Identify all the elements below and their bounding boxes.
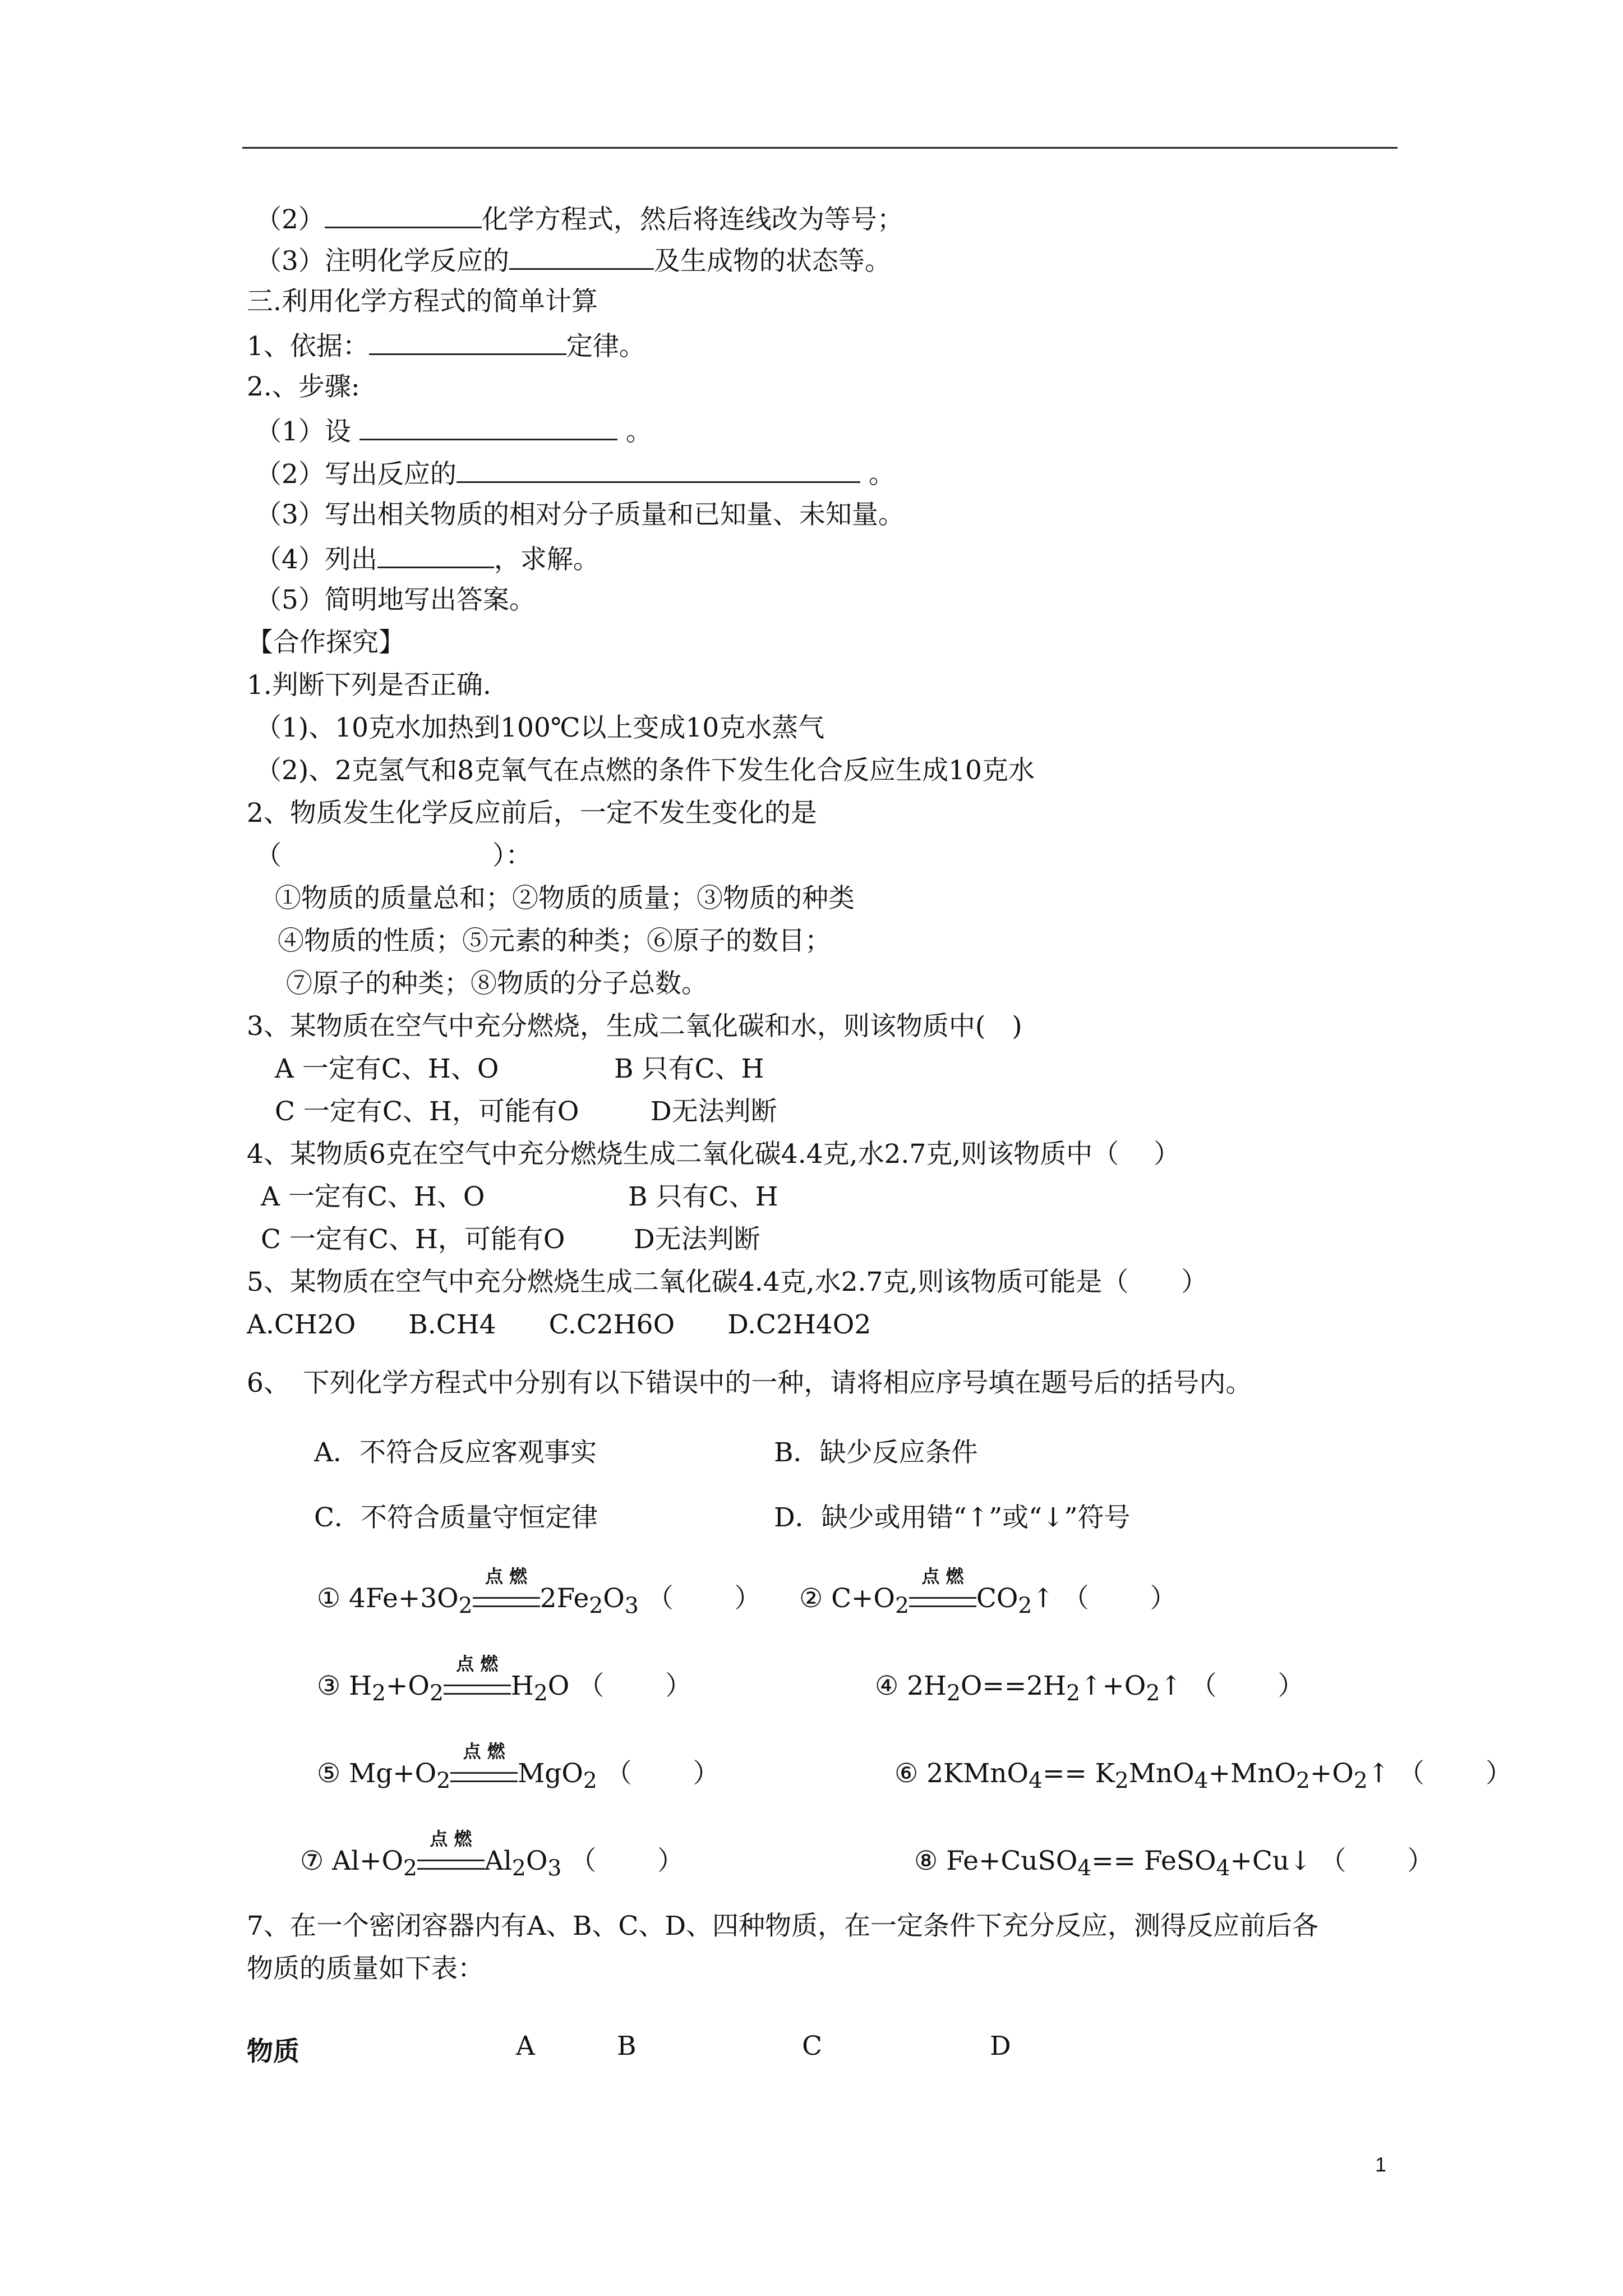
question-5: 5、某物质在空气中充分燃烧生成二氧化碳4.4克,水2.7克,则该物质可能是（ ） — [247, 1267, 1208, 1297]
question-4-option-b: B 只有C、H — [628, 1181, 778, 1212]
question-1-1: （1)、10克水加热到100℃以上变成10克水蒸气 — [255, 712, 825, 743]
condition-ignite: 点 燃 — [417, 1848, 485, 1870]
answer-paren[interactable]: （ ） — [570, 1846, 684, 1876]
error-option-b: B．缺少反应条件 — [774, 1437, 978, 1468]
fill-blank[interactable] — [509, 242, 654, 270]
question-3-option-b: B 只有C、H — [614, 1053, 764, 1084]
answer-paren[interactable]: （ ） — [1190, 1671, 1304, 1701]
line-step-3: （3）注明化学反应的 及生成物的状态等。 — [255, 242, 891, 278]
line-step-set: （1）设 。 — [255, 413, 652, 449]
question-1-2: （2)、2克氢气和8克氧气在点燃的条件下发生化合反应生成10克水 — [255, 755, 1035, 786]
question-6: 6、 下列化学方程式中分别有以下错误中的一种，请将相应序号填在题号后的括号内。 — [247, 1368, 1252, 1398]
line-step-solve: （4）列出 ，求解。 — [255, 541, 600, 577]
fill-blank[interactable] — [325, 201, 482, 228]
equation-6: ⑥ 2KMnO$_4$== $K_2MnO_4+MnO_2+O_2↑$ （ ） — [895, 1758, 1512, 1794]
question-4-option-c: C 一定有C、H，可能有O — [261, 1224, 565, 1255]
question-3-option-c: C 一定有C、H，可能有O — [275, 1096, 579, 1127]
line-step-2: （2） 化学方程式，然后将连线改为等号； — [255, 201, 903, 237]
answer-paren[interactable]: （ ） — [647, 1583, 761, 1614]
equation-7: ⑦ $Al+O_2$ 点 燃 $Al_2O_3$ （ ） — [300, 1828, 684, 1881]
table-header-a: A — [516, 2031, 535, 2062]
line-step-answer: （5）简明地写出答案。 — [255, 585, 536, 615]
equation-3: ③ $H_2+O_2$ 点 燃 $H_2O$ （ ） — [317, 1653, 692, 1706]
question-2-options-3: ⑦原子的种类；⑧物质的分子总数。 — [286, 968, 708, 999]
question-7-line-1: 7、在一个密闭容器内有A、B、C、D、四种物质，在一定条件下充分反应，测得反应前后各 — [247, 1911, 1319, 1941]
answer-paren[interactable]: （ ） — [578, 1671, 692, 1701]
table-header-label: 物质 — [247, 2036, 299, 2067]
fill-blank[interactable] — [377, 541, 494, 568]
question-7-line-2: 物质的质量如下表： — [247, 1953, 484, 1984]
condition-ignite: 点 燃 — [444, 1673, 511, 1695]
section-cooperate: 【合作探究】 — [247, 627, 405, 658]
equation-8: ⑧ Fe+CuSO$_4$== FeSO$_4$+Cu↓ （ ） — [914, 1846, 1434, 1881]
error-option-d: D．缺少或用错“↑”或“↓”符号 — [774, 1502, 1131, 1533]
question-3: 3、某物质在空气中充分燃烧，生成二氧化碳和水，则该物质中( ) — [247, 1011, 1022, 1042]
answer-paren[interactable]: （ ） — [1062, 1583, 1177, 1614]
top-rule — [242, 147, 1398, 149]
equation-2: ② $C+O_2$ 点 燃 $CO_2↑$ （ ） — [799, 1566, 1177, 1619]
condition-ignite: 点 燃 — [909, 1586, 976, 1607]
question-4-option-a: A 一定有C、H、O — [261, 1181, 485, 1212]
question-2-answer[interactable]: （ ）： — [255, 840, 532, 871]
answer-paren[interactable]: （ ） — [1398, 1758, 1512, 1789]
table-header-c: C — [802, 2031, 822, 2062]
question-4-option-d: D无法判断 — [634, 1224, 760, 1255]
question-3-option-a: A 一定有C、H、O — [275, 1053, 499, 1084]
fill-blank[interactable] — [457, 455, 860, 483]
condition-ignite: 点 燃 — [473, 1586, 540, 1607]
table-header-d: D — [990, 2031, 1011, 2062]
error-option-a: A．不符合反应客观事实 — [314, 1437, 597, 1468]
section-3-title: 三.利用化学方程式的简单计算 — [247, 286, 598, 317]
fill-blank[interactable] — [369, 328, 566, 355]
question-2-options-1: ①物质的质量总和；②物质的质量；③物质的种类 — [275, 883, 855, 914]
fill-blank[interactable] — [359, 413, 617, 440]
error-option-c: C．不符合质量守恒定律 — [314, 1502, 598, 1533]
question-5-options: A.CH2O B.CH4 C.C2H6O D.C2H4O2 — [247, 1309, 872, 1340]
page-number: 1 — [1375, 2153, 1387, 2176]
line-steps: 2.、步骤: — [247, 371, 360, 402]
question-1: 1.判断下列是否正确. — [247, 670, 491, 701]
answer-paren[interactable]: （ ） — [1320, 1846, 1434, 1876]
question-2-options-2: ④物质的性质；⑤元素的种类；⑥原子的数目； — [278, 926, 831, 956]
question-2: 2、物质发生化学反应前后，一定不发生变化的是 — [247, 798, 817, 829]
question-4: 4、某物质6克在空气中充分燃烧生成二氧化碳4.4克,水2.7克,则该物质中（ ） — [247, 1139, 1181, 1170]
line-step-mass: （3）写出相关物质的相对分子质量和已知量、未知量。 — [255, 499, 905, 530]
equation-1: ① $4Fe+3O_2$ 点 燃 $2Fe_2O_3$ （ ） — [317, 1566, 761, 1619]
question-3-option-d: D无法判断 — [651, 1096, 777, 1127]
answer-paren[interactable]: （ ） — [605, 1758, 720, 1789]
line-step-write: （2）写出反应的 。 — [255, 455, 895, 491]
equation-5: ⑤ $Mg+O_2$ 点 燃 MgO$_2$ （ ） — [317, 1741, 720, 1794]
condition-ignite: 点 燃 — [450, 1761, 518, 1782]
equation-4: ④ $2H_2O==2H_2↑+O_2↑$ （ ） — [875, 1671, 1304, 1706]
line-basis: 1、依据： 定律。 — [247, 328, 645, 364]
table-header-b: B — [617, 2031, 637, 2062]
